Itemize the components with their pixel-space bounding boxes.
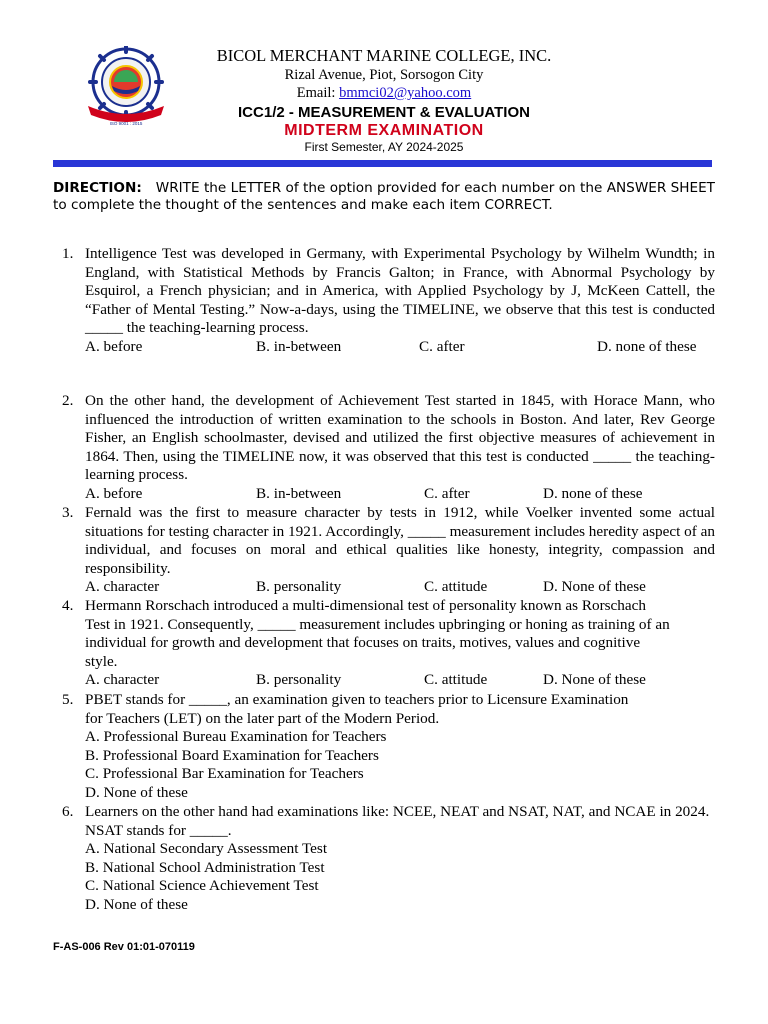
question-number: 2. xyxy=(62,392,74,409)
option-b: B. National School Administration Test xyxy=(85,858,325,876)
option-c: C. National Science Achievement Test xyxy=(85,877,319,895)
option-a: A. Professional Bureau Examination for Teachers xyxy=(85,728,387,746)
option-b: B. Professional Board Examination for Teachers xyxy=(85,746,379,764)
question-number: 4. xyxy=(62,597,74,614)
college-logo-icon xyxy=(80,46,172,128)
question-2 xyxy=(62,392,715,504)
email-link[interactable]: bmmci02@yahoo.com xyxy=(339,85,472,101)
direction-text: WRITE the LETTER of the option provided for each number on the ANSWER SHEET to complete the thought of the sentences and make each item CORRECT. xyxy=(53,180,715,213)
option-b: B. in-between xyxy=(256,484,342,502)
option-d: D. none of these xyxy=(543,484,643,502)
question-number: 1. xyxy=(62,245,74,262)
option-a: A. character xyxy=(85,671,160,689)
email-label: Email: xyxy=(296,85,336,101)
option-d: D. None of these xyxy=(85,895,188,913)
question-number: 3. xyxy=(62,504,74,521)
svg-text:ISO 9001 : 2015: ISO 9001 : 2015 xyxy=(109,121,143,126)
option-b: B. in-between xyxy=(256,337,342,355)
exam-title: MIDTERM EXAMINATION xyxy=(284,122,484,139)
college-address: Rizal Avenue, Piot, Sorsogon City xyxy=(284,67,484,83)
option-d: D. none of these xyxy=(597,337,697,355)
question-text: PBET stands for _____, an examination given to teachers prior to Licensure Examination for Teachers (LET) on the later part of the Modern Period. xyxy=(85,691,629,727)
question-text: Intelligence Test was developed in Germany, with Experimental Psychology by Wilhelm Wundth; in England, with Statistical Methods by Francis Galton; in France, with Abnormal Psychology by Esquirol, a French physician; and in America, with Applied Psychology by J, McKeen Cattell, the “Father of Mental Testing.” Now-a-days, using the TIMELINE, we observe that this test is conducted _____ the teaching-learning process. xyxy=(85,245,715,337)
option-d: D. None of these xyxy=(85,783,188,801)
question-3 xyxy=(62,504,715,597)
option-c: C. Professional Bar Examination for Teachers xyxy=(85,765,364,783)
option-row xyxy=(85,485,715,504)
option-d: D. None of these xyxy=(543,578,646,596)
question-number: 5. xyxy=(62,691,74,708)
form-code: F-AS-006 Rev 01:01-070119 xyxy=(53,941,195,953)
question-text: Learners on the other hand had examinations like: NCEE, NEAT and NSAT, NAT, and NCAE in 2024. NSAT stands for _____. xyxy=(85,803,710,839)
direction-paragraph xyxy=(53,180,715,214)
question-number: 6. xyxy=(62,803,74,820)
option-c: C. attitude xyxy=(424,671,488,689)
option-row xyxy=(85,671,715,690)
header-divider xyxy=(53,160,712,167)
question-5 xyxy=(62,691,715,803)
option-c: C. attitude xyxy=(424,578,488,596)
option-a: A. before xyxy=(85,337,143,355)
option-b: B. personality xyxy=(256,578,342,596)
question-6 xyxy=(62,803,715,915)
option-b: B. personality xyxy=(256,671,342,689)
option-row xyxy=(85,578,715,597)
option-c: C. after xyxy=(419,337,465,355)
option-d: D. None of these xyxy=(543,671,646,689)
direction-label: DIRECTION: xyxy=(53,180,142,196)
course-title: ICC1/2 - MEASUREMENT & EVALUATION xyxy=(238,104,530,121)
option-a: A. before xyxy=(85,484,143,502)
college-name: BICOL MERCHANT MARINE COLLEGE, INC. xyxy=(216,46,552,65)
option-row xyxy=(85,338,715,357)
document-header xyxy=(180,46,588,154)
option-a: A. character xyxy=(85,578,160,596)
question-text: Hermann Rorschach introduced a multi-dimensional test of personality known as Rorschach Test in 1921. Consequently, _____ measurement includes upbringing or honing as training of an individual for growth and development that focuses on traits, motives, values and cognitive style. xyxy=(85,597,670,670)
question-4 xyxy=(62,597,715,690)
option-a: A. National Secondary Assessment Test xyxy=(85,840,328,858)
question-text: On the other hand, the development of Achievement Test started in 1845, with Horace Mann, who influenced the introduction of written examination to the schools in Boston. And later, Rev George Fisher, an English schoolmaster, devised and utilized the first objective measures of achievement in 1864. Then, using the TIMELINE now, it was observed that this test is conducted _____ the teaching-learning process. xyxy=(85,392,715,484)
option-c: C. after xyxy=(424,484,470,502)
question-1 xyxy=(62,245,715,357)
college-email xyxy=(180,84,588,102)
question-text: Fernald was the first to measure character by tests in 1912, while Voelker invented some actual situations for testing character in 1921. Accordingly, _____ measurement includes heredity aspect of an individual, and focuses on moral and ethical qualities like honesty, integrity, compassion and responsibility. xyxy=(85,504,715,577)
semester-label: First Semester, AY 2024-2025 xyxy=(304,140,464,154)
